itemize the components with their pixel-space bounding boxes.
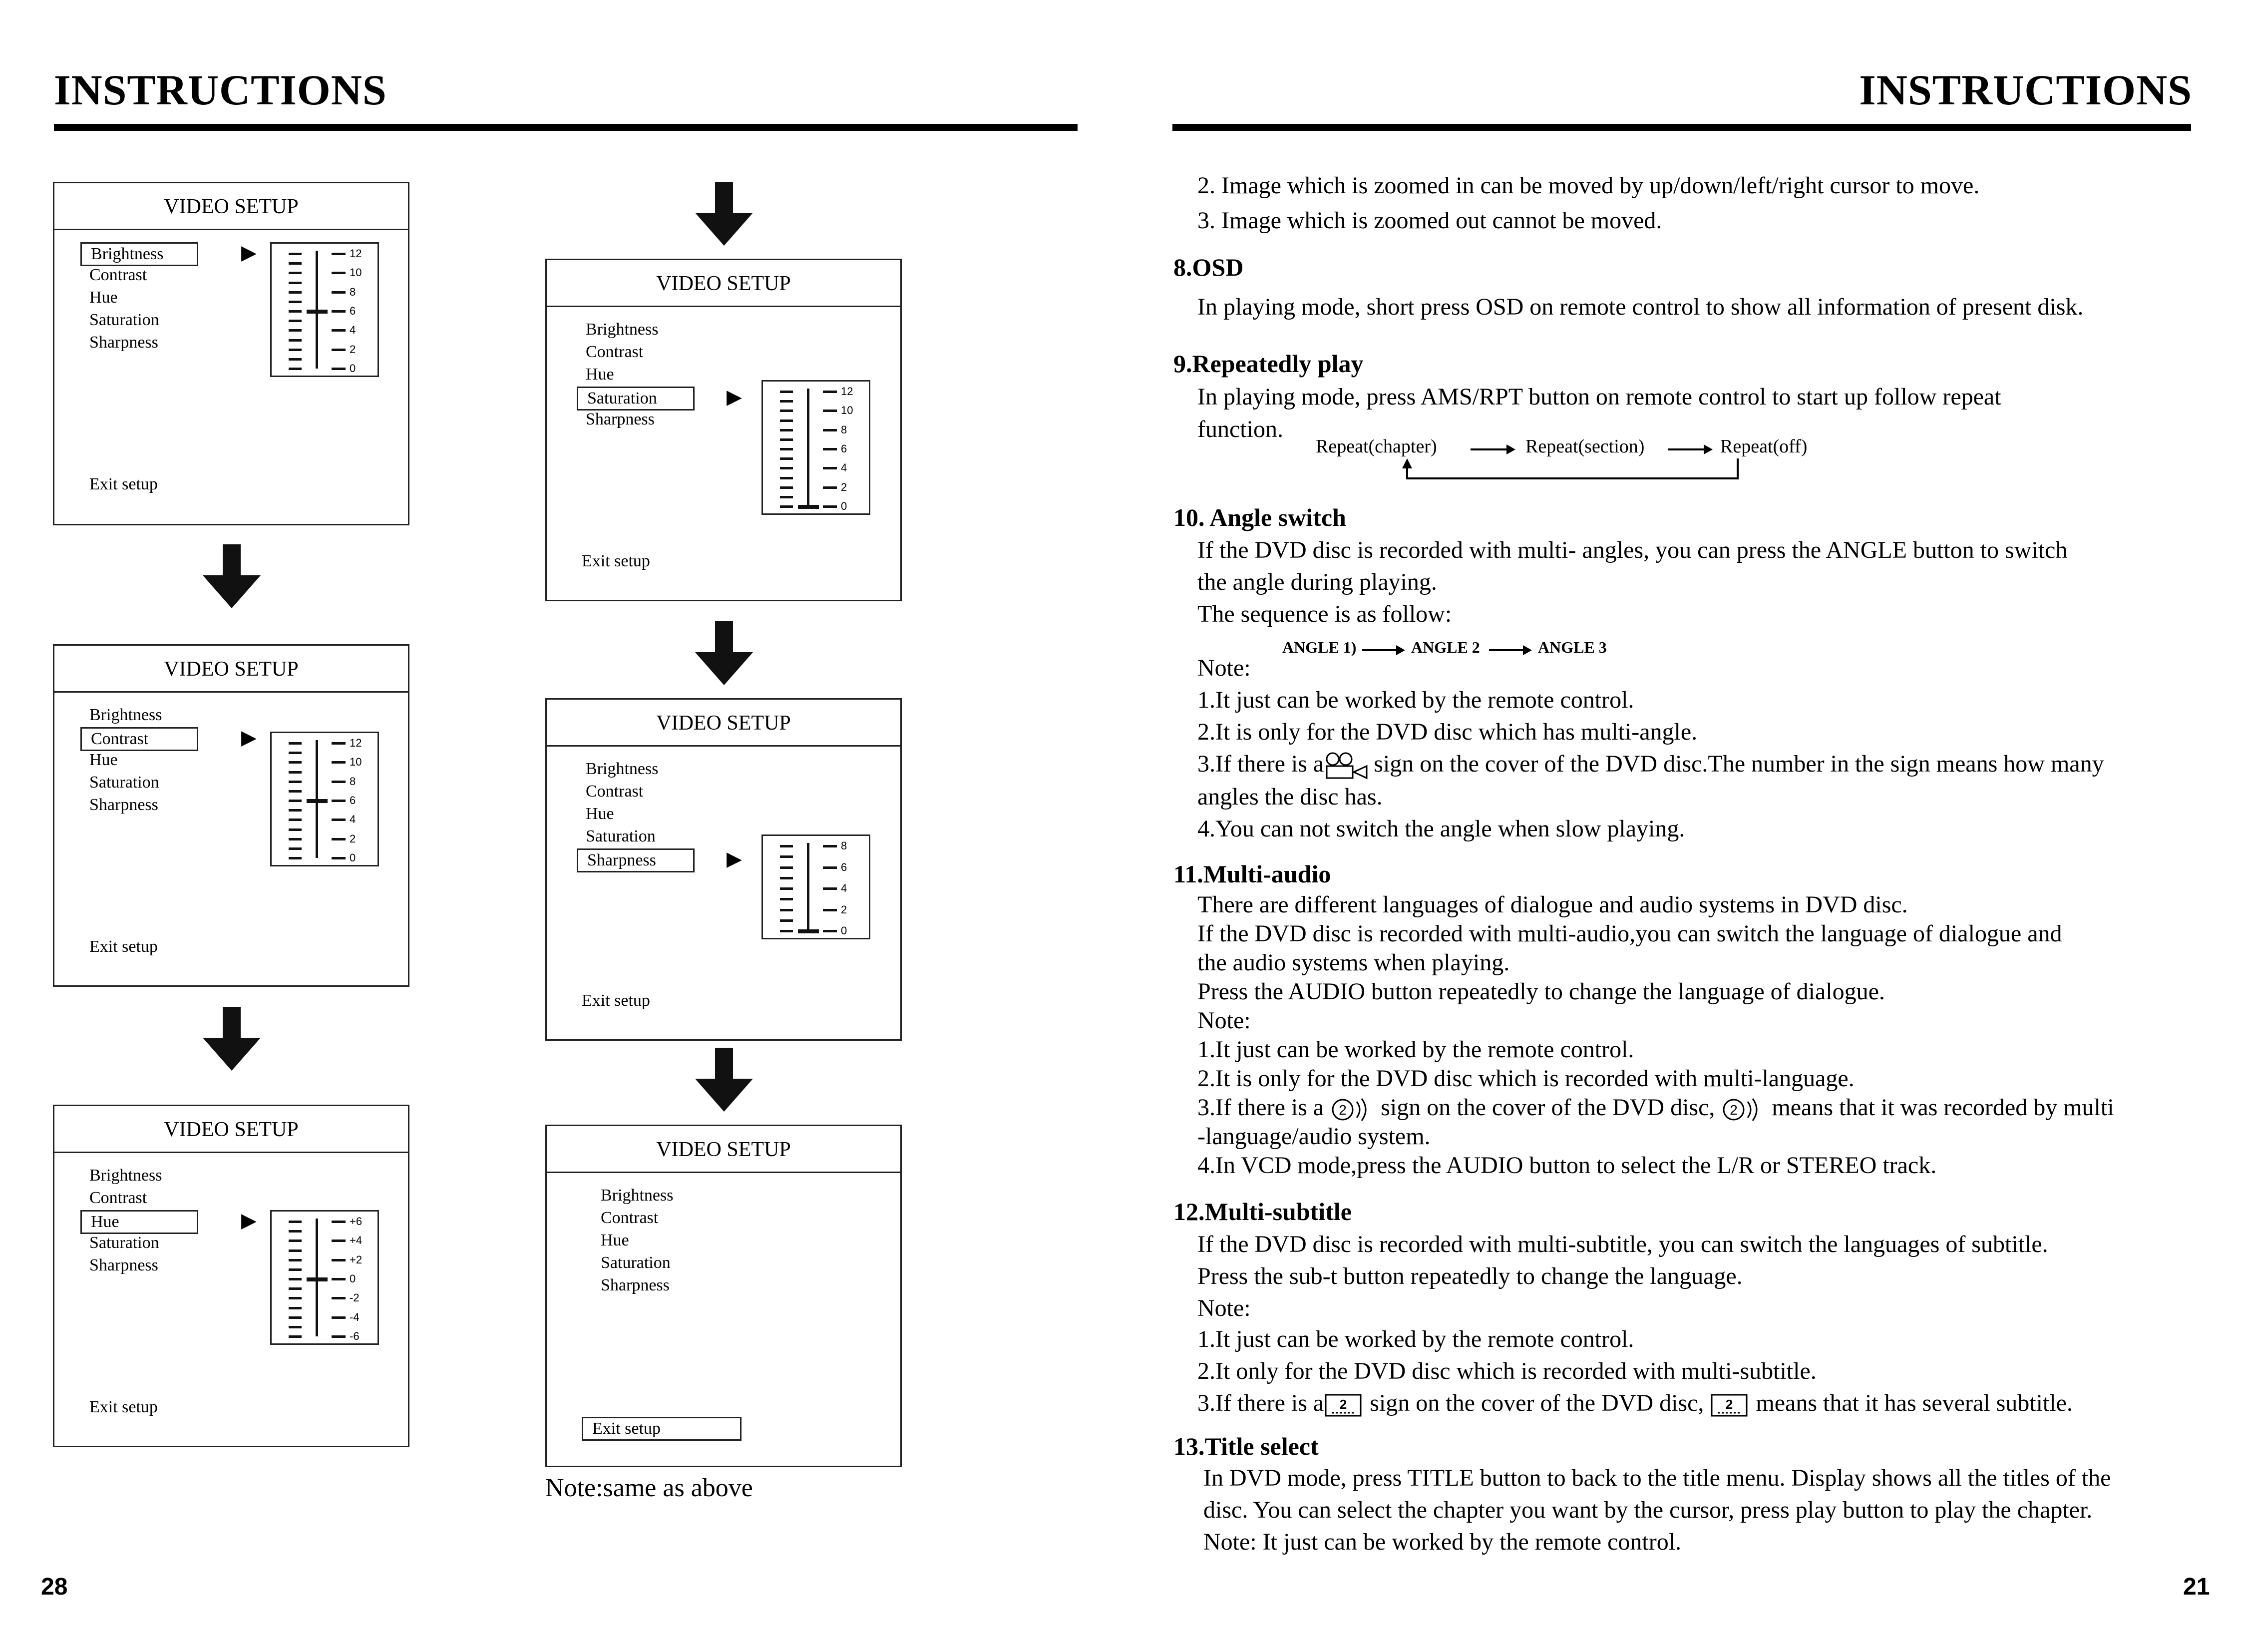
repeat-chapter-label: Repeat(chapter) bbox=[1316, 436, 1437, 457]
slider-scale-label: 4 bbox=[841, 461, 847, 474]
subtitle-note-1: 1.It just can be worked by the remote control. bbox=[1197, 1326, 1634, 1352]
slider-tick bbox=[780, 410, 793, 412]
repeat-arrow-2 bbox=[1668, 448, 1711, 450]
slider-tick bbox=[289, 291, 302, 294]
video-setup-box bbox=[545, 698, 902, 1041]
slider-tick bbox=[780, 496, 793, 498]
slider-tick bbox=[289, 1326, 302, 1328]
audio-language-icon-2 bbox=[1721, 1096, 1766, 1124]
video-setup-box bbox=[545, 1125, 902, 1467]
subtitle-text-2: Press the sub-t button repeatedly to change the language. bbox=[1197, 1263, 1743, 1289]
slider-tick bbox=[823, 909, 837, 911]
slider-scale-label: 0 bbox=[841, 924, 847, 937]
menu-item-saturation[interactable]: Saturation bbox=[89, 773, 159, 792]
menu-item-hue[interactable]: Hue bbox=[80, 1210, 198, 1234]
slider-tick bbox=[780, 429, 793, 431]
slider-tick bbox=[780, 505, 793, 508]
slider-tick bbox=[332, 1297, 346, 1299]
slider-tick bbox=[332, 291, 346, 294]
audio-heading: 11.Multi-audio bbox=[1173, 860, 1331, 888]
audio-text-4: Press the AUDIO button repeatedly to change the language of dialogue. bbox=[1197, 978, 1885, 1005]
subtitle-note-label: Note: bbox=[1197, 1295, 1251, 1321]
slider-tick bbox=[289, 339, 302, 342]
angle-arrow-1 bbox=[1362, 649, 1403, 651]
menu-item-brightness[interactable]: Brightness bbox=[89, 706, 162, 724]
audio-text-1: There are different languages of dialogue and audio systems in DVD disc. bbox=[1197, 891, 1908, 918]
slider-tick bbox=[332, 800, 346, 802]
slider-tick bbox=[289, 262, 302, 265]
svg-text:2: 2 bbox=[1339, 1102, 1347, 1118]
repeat-off-label: Repeat(off) bbox=[1720, 436, 1808, 457]
slider-tick bbox=[823, 930, 837, 932]
slider-scale-label: 8 bbox=[350, 775, 356, 788]
angle-3-label: ANGLE 3 bbox=[1538, 638, 1607, 656]
slider-knob[interactable] bbox=[307, 1277, 328, 1281]
menu-item-contrast[interactable]: Contrast bbox=[80, 727, 198, 751]
selection-pointer-icon: ▶ bbox=[727, 386, 742, 408]
menu-item-sharpness[interactable]: Sharpness bbox=[89, 1256, 158, 1274]
exit-setup[interactable]: Exit setup bbox=[582, 991, 650, 1010]
slider-scale-label: +6 bbox=[350, 1215, 363, 1228]
slider-tick bbox=[289, 847, 302, 850]
slider-tick bbox=[289, 1307, 302, 1309]
slider-scale-label: 2 bbox=[350, 832, 356, 845]
menu-item-sharpness[interactable]: Sharpness bbox=[89, 333, 158, 352]
slider-scale-label: +2 bbox=[350, 1253, 363, 1266]
slider-tick bbox=[780, 866, 793, 869]
note-same-as-above: Note:same as above bbox=[545, 1474, 753, 1502]
slider-tick bbox=[289, 253, 302, 255]
slider-knob[interactable] bbox=[798, 505, 819, 509]
angle-arrow-2 bbox=[1489, 649, 1530, 651]
menu-item-sharpness[interactable]: Sharpness bbox=[577, 848, 695, 872]
slider-scale-label: -4 bbox=[350, 1310, 360, 1323]
angle-note-label: Note: bbox=[1197, 655, 1251, 681]
slider-tick bbox=[823, 467, 837, 469]
down-arrow-icon bbox=[202, 544, 262, 609]
slider-tick bbox=[780, 391, 793, 393]
slider-scale-label: +4 bbox=[350, 1234, 363, 1247]
angle-note-3-end: sign on the cover of the DVD disc.The number in the sign means how many bbox=[1374, 751, 2104, 777]
slider-tick bbox=[289, 1221, 302, 1223]
audio-note-1: 1.It just can be worked by the remote control. bbox=[1197, 1036, 1634, 1063]
slider-tick bbox=[289, 349, 302, 351]
menu-item-saturation[interactable]: Saturation bbox=[89, 1234, 159, 1252]
osd-text: In playing mode, short press OSD on remote control to show all information of present disk. bbox=[1197, 294, 2084, 320]
selection-pointer-icon: ▶ bbox=[241, 726, 257, 749]
angle-text-1: If the DVD disc is recorded with multi- angles, you can press the ANGLE button to switch bbox=[1197, 537, 2068, 563]
zoom-note-2: 2. Image which is zoomed in can be moved by up/down/left/right cursor to move. bbox=[1197, 172, 1980, 199]
slider-tick bbox=[823, 429, 837, 431]
slider-tick bbox=[823, 845, 837, 847]
slider-tick bbox=[289, 1335, 302, 1338]
title-select-heading: 13.Title select bbox=[1173, 1432, 1319, 1460]
angle-note-3-cont: angles the disc has. bbox=[1197, 784, 1383, 810]
slider-tick bbox=[823, 448, 837, 450]
audio-language-icon bbox=[1330, 1096, 1375, 1124]
slider-scale-label: 10 bbox=[841, 404, 853, 417]
angle-note-2: 2.It is only for the DVD disc which has multi-angle. bbox=[1197, 719, 1698, 745]
angle-2-label: ANGLE 2 bbox=[1411, 638, 1480, 656]
slider-tick bbox=[289, 781, 302, 783]
selection-pointer-icon: ▶ bbox=[241, 241, 257, 264]
audio-note-2: 2.It is only for the DVD disc which is recorded with multi-language. bbox=[1197, 1065, 1855, 1092]
slider-scale-label: 6 bbox=[841, 442, 847, 455]
slider-tick bbox=[332, 1278, 346, 1280]
slider-scale-label: 2 bbox=[841, 903, 847, 916]
camera-angle-icon bbox=[1324, 751, 1374, 781]
slider-tick bbox=[289, 752, 302, 754]
slider-scale-label: 4 bbox=[350, 813, 356, 826]
slider-knob[interactable] bbox=[307, 310, 328, 314]
audio-note-label: Note: bbox=[1197, 1007, 1251, 1034]
slider-tick bbox=[823, 887, 837, 890]
down-arrow-icon bbox=[694, 182, 754, 247]
menu-item-sharpness[interactable]: Sharpness bbox=[601, 1276, 670, 1294]
slider-tick bbox=[289, 1239, 302, 1242]
audio-note-3-start: 3.If there is a bbox=[1197, 1094, 1324, 1121]
menu-item-contrast[interactable]: Contrast bbox=[89, 266, 147, 284]
slider-tick bbox=[332, 1239, 346, 1242]
slider-tick bbox=[289, 857, 302, 859]
menu-item-hue[interactable]: Hue bbox=[89, 288, 118, 307]
exit-setup[interactable]: Exit setup bbox=[89, 937, 158, 956]
exit-setup[interactable]: Exit setup bbox=[89, 475, 158, 493]
menu-item-hue[interactable]: Hue bbox=[586, 365, 614, 384]
slider-tick bbox=[780, 909, 793, 911]
slider-tick bbox=[823, 505, 837, 508]
slider-tick bbox=[823, 410, 837, 412]
slider-tick bbox=[289, 838, 302, 840]
slider-tick bbox=[332, 1259, 346, 1261]
angle-note-4: 4.You can not switch the angle when slow playing. bbox=[1197, 816, 1685, 842]
audio-note-3-cont: -language/audio system. bbox=[1197, 1123, 1431, 1150]
repeat-text-2: function. bbox=[1197, 416, 1283, 442]
slider-tick bbox=[332, 368, 346, 370]
slider-tick bbox=[332, 253, 346, 255]
video-setup-title: VIDEO SETUP bbox=[54, 1106, 408, 1153]
menu-item-sharpness[interactable]: Sharpness bbox=[89, 796, 158, 814]
slider-scale-label: 6 bbox=[350, 305, 356, 317]
level-slider[interactable] bbox=[761, 380, 870, 515]
video-setup-title: VIDEO SETUP bbox=[547, 1126, 900, 1173]
audio-note-3-end: means that it was recorded by multi bbox=[1772, 1094, 2114, 1121]
slider-tick bbox=[780, 448, 793, 450]
subtitle-note-2: 2.It only for the DVD disc which is recorded with multi-subtitle. bbox=[1197, 1358, 1817, 1384]
title-select-text-3: Note: It just can be worked by the remote control. bbox=[1203, 1529, 1682, 1555]
down-arrow-icon bbox=[694, 621, 754, 686]
slider-tick bbox=[780, 438, 793, 441]
menu-item-hue[interactable]: Hue bbox=[601, 1231, 629, 1249]
slider-tick bbox=[332, 781, 346, 783]
slider-scale-label: -2 bbox=[350, 1291, 360, 1304]
exit-setup[interactable]: Exit setup bbox=[89, 1398, 158, 1416]
slider-tick bbox=[289, 1287, 302, 1290]
slider-tick bbox=[289, 1268, 302, 1271]
slider-knob[interactable] bbox=[307, 799, 328, 803]
subtitle-icon-2 bbox=[1710, 1393, 1750, 1418]
slider-tick bbox=[289, 320, 302, 322]
slider-scale-label: 10 bbox=[350, 756, 362, 769]
video-setup-title: VIDEO SETUP bbox=[547, 260, 900, 307]
slider-scale-label: 4 bbox=[350, 324, 356, 337]
video-setup-title: VIDEO SETUP bbox=[547, 700, 900, 747]
slider-tick bbox=[780, 919, 793, 922]
slider-tick bbox=[289, 742, 302, 745]
menu-item-brightness[interactable]: Brightness bbox=[89, 1166, 162, 1185]
slider-tick bbox=[289, 272, 302, 274]
svg-text:2: 2 bbox=[1726, 1396, 1733, 1412]
slider-tick bbox=[289, 1259, 302, 1261]
slider-tick bbox=[780, 477, 793, 479]
slider-tick bbox=[780, 887, 793, 890]
level-slider[interactable] bbox=[761, 834, 870, 939]
subtitle-heading: 12.Multi-subtitle bbox=[1173, 1198, 1352, 1226]
selection-pointer-icon: ▶ bbox=[241, 1209, 257, 1232]
slider-tick bbox=[780, 930, 793, 932]
subtitle-note-3-end: means that it has several subtitle. bbox=[1756, 1390, 2073, 1416]
slider-tick bbox=[289, 1316, 302, 1319]
audio-note-3-line bbox=[1197, 1093, 2114, 1124]
video-setup-box bbox=[53, 644, 409, 987]
slider-tick bbox=[332, 857, 346, 859]
menu-item-sharpness[interactable]: Sharpness bbox=[586, 410, 655, 428]
left-page-number: 28 bbox=[41, 1574, 68, 1600]
angle-note-3-start: 3.If there is a bbox=[1197, 751, 1324, 777]
slider-tick bbox=[332, 1316, 346, 1319]
right-header-rule bbox=[1172, 124, 2191, 131]
video-setup-title: VIDEO SETUP bbox=[54, 183, 408, 230]
slider-tick bbox=[780, 898, 793, 900]
menu-item-hue[interactable]: Hue bbox=[586, 805, 614, 823]
left-header-rule bbox=[54, 124, 1078, 131]
menu-item-saturation[interactable]: Saturation bbox=[577, 387, 695, 411]
repeat-section-label: Repeat(section) bbox=[1525, 436, 1645, 457]
slider-knob[interactable] bbox=[798, 929, 819, 933]
slider-tick bbox=[780, 457, 793, 460]
video-setup-box bbox=[53, 1105, 409, 1447]
slider-scale-label: 12 bbox=[350, 247, 362, 260]
slider-tick bbox=[780, 845, 793, 847]
slider-scale-label: 10 bbox=[350, 266, 362, 279]
audio-note-3-mid: sign on the cover of the DVD disc, bbox=[1381, 1094, 1715, 1121]
repeat-text-1: In playing mode, press AMS/RPT button on remote control to start up follow repeat bbox=[1197, 384, 2001, 410]
slider-scale-label: 0 bbox=[841, 500, 847, 512]
menu-item-saturation[interactable]: Saturation bbox=[89, 311, 159, 329]
repeat-loop-arrow bbox=[1398, 458, 1748, 483]
menu-item-brightness[interactable]: Brightness bbox=[586, 320, 659, 339]
slider-tick bbox=[289, 1297, 302, 1299]
slider-tick bbox=[289, 1278, 302, 1280]
repeat-arrow-1 bbox=[1471, 448, 1513, 450]
menu-item-brightness[interactable]: Brightness bbox=[80, 242, 198, 266]
svg-text:2: 2 bbox=[1730, 1102, 1738, 1118]
video-setup-title: VIDEO SETUP bbox=[54, 646, 408, 693]
slider-tick bbox=[780, 855, 793, 858]
level-slider[interactable] bbox=[270, 242, 379, 377]
repeat-heading: 9.Repeatedly play bbox=[1173, 350, 1364, 378]
slider-tick bbox=[780, 486, 793, 489]
slider-scale-label: 6 bbox=[841, 860, 847, 873]
exit-setup[interactable]: Exit setup bbox=[582, 1417, 742, 1441]
menu-item-contrast[interactable]: Contrast bbox=[586, 782, 644, 801]
down-arrow-icon bbox=[202, 1007, 262, 1072]
slider-tick bbox=[289, 282, 302, 284]
slider-tick bbox=[780, 400, 793, 403]
right-page-title: INSTRUCTIONS bbox=[1859, 66, 2192, 114]
subtitle-text-1: If the DVD disc is recorded with multi-subtitle, you can switch the languages of subtitle. bbox=[1197, 1231, 2048, 1257]
slider-tick bbox=[823, 866, 837, 869]
slider-tick bbox=[289, 771, 302, 774]
zoom-note-3: 3. Image which is zoomed out cannot be moved. bbox=[1197, 207, 1662, 234]
slider-tick bbox=[780, 467, 793, 469]
angle-1-label: ANGLE 1) bbox=[1282, 638, 1357, 656]
slider-tick bbox=[289, 828, 302, 831]
slider-scale-label: -6 bbox=[350, 1330, 360, 1342]
slider-track bbox=[807, 843, 809, 931]
left-page-title: INSTRUCTIONS bbox=[54, 66, 387, 114]
title-select-text-1: In DVD mode, press TITLE button to back to the title menu. Display shows all the titles of the bbox=[1203, 1465, 2111, 1491]
slider-tick bbox=[332, 349, 346, 351]
menu-item-contrast[interactable]: Contrast bbox=[601, 1209, 659, 1227]
slider-tick bbox=[823, 486, 837, 489]
level-slider[interactable] bbox=[270, 1210, 379, 1345]
slider-tick bbox=[780, 877, 793, 879]
angle-note-3-line bbox=[1197, 749, 2104, 781]
slider-scale-label: 6 bbox=[350, 794, 356, 807]
slider-scale-label: 0 bbox=[350, 1272, 356, 1285]
slider-tick bbox=[289, 800, 302, 802]
slider-tick bbox=[289, 368, 302, 370]
video-setup-box bbox=[53, 182, 409, 525]
slider-scale-label: 8 bbox=[350, 285, 356, 298]
menu-item-saturation[interactable]: Saturation bbox=[586, 827, 656, 845]
slider-scale-label: 12 bbox=[841, 385, 853, 398]
slider-scale-label: 8 bbox=[841, 839, 847, 852]
slider-scale-label: 12 bbox=[350, 737, 362, 749]
slider-tick bbox=[780, 419, 793, 422]
slider-tick bbox=[289, 358, 302, 361]
slider-tick bbox=[289, 1249, 302, 1252]
slider-tick bbox=[289, 301, 302, 303]
slider-scale-label: 2 bbox=[841, 480, 847, 493]
slider-tick bbox=[289, 790, 302, 793]
slider-tick bbox=[332, 1221, 346, 1223]
menu-item-hue[interactable]: Hue bbox=[89, 751, 118, 769]
slider-tick bbox=[289, 1230, 302, 1233]
video-setup-box bbox=[545, 259, 902, 601]
audio-text-2: If the DVD disc is recorded with multi-audio,you can switch the language of dialogue and bbox=[1197, 920, 2062, 947]
menu-item-brightness[interactable]: Brightness bbox=[586, 760, 659, 778]
slider-tick bbox=[332, 1335, 346, 1338]
slider-track bbox=[807, 389, 809, 506]
slider-tick bbox=[289, 761, 302, 764]
svg-text:2: 2 bbox=[1339, 1396, 1347, 1412]
audio-note-4: 4.In VCD mode,press the AUDIO button to select the L/R or STEREO track. bbox=[1197, 1152, 1937, 1179]
menu-item-contrast[interactable]: Contrast bbox=[586, 343, 644, 361]
slider-tick bbox=[332, 742, 346, 745]
slider-tick bbox=[332, 329, 346, 332]
slider-tick bbox=[332, 761, 346, 764]
selection-pointer-icon: ▶ bbox=[727, 847, 742, 870]
slider-tick bbox=[332, 838, 346, 840]
slider-tick bbox=[289, 329, 302, 332]
exit-setup[interactable]: Exit setup bbox=[582, 552, 650, 570]
slider-scale-label: 0 bbox=[350, 362, 356, 375]
osd-heading: 8.OSD bbox=[1173, 253, 1244, 281]
subtitle-note-3-mid: sign on the cover of the DVD disc, bbox=[1370, 1390, 1704, 1416]
right-page-number: 21 bbox=[2183, 1574, 2210, 1600]
slider-scale-label: 2 bbox=[350, 343, 356, 356]
menu-item-contrast[interactable]: Contrast bbox=[89, 1189, 147, 1207]
slider-tick bbox=[332, 819, 346, 821]
menu-item-saturation[interactable]: Saturation bbox=[601, 1253, 671, 1272]
angle-text-3: The sequence is as follow: bbox=[1197, 601, 1452, 627]
slider-scale-label: 8 bbox=[841, 423, 847, 436]
audio-text-3: the audio systems when playing. bbox=[1197, 949, 1510, 976]
down-arrow-icon bbox=[694, 1048, 754, 1113]
slider-scale-label: 4 bbox=[841, 882, 847, 894]
level-slider[interactable] bbox=[270, 732, 379, 866]
menu-item-brightness[interactable]: Brightness bbox=[601, 1186, 674, 1205]
slider-scale-label: 0 bbox=[350, 851, 356, 864]
title-select-text-2: disc. You can select the chapter you want by the cursor, press play button to play the chapter. bbox=[1203, 1497, 2093, 1523]
slider-tick bbox=[823, 391, 837, 393]
angle-heading: 10. Angle switch bbox=[1173, 503, 1346, 531]
subtitle-icon bbox=[1324, 1393, 1364, 1418]
angle-note-1: 1.It just can be worked by the remote control. bbox=[1197, 687, 1634, 713]
slider-tick bbox=[332, 272, 346, 274]
subtitle-note-3-line bbox=[1197, 1388, 2073, 1418]
slider-tick bbox=[332, 310, 346, 313]
angle-text-2: the angle during playing. bbox=[1197, 569, 1437, 595]
slider-tick bbox=[289, 819, 302, 821]
slider-tick bbox=[289, 310, 302, 313]
slider-tick bbox=[289, 809, 302, 812]
subtitle-note-3-start: 3.If there is a bbox=[1197, 1390, 1324, 1416]
